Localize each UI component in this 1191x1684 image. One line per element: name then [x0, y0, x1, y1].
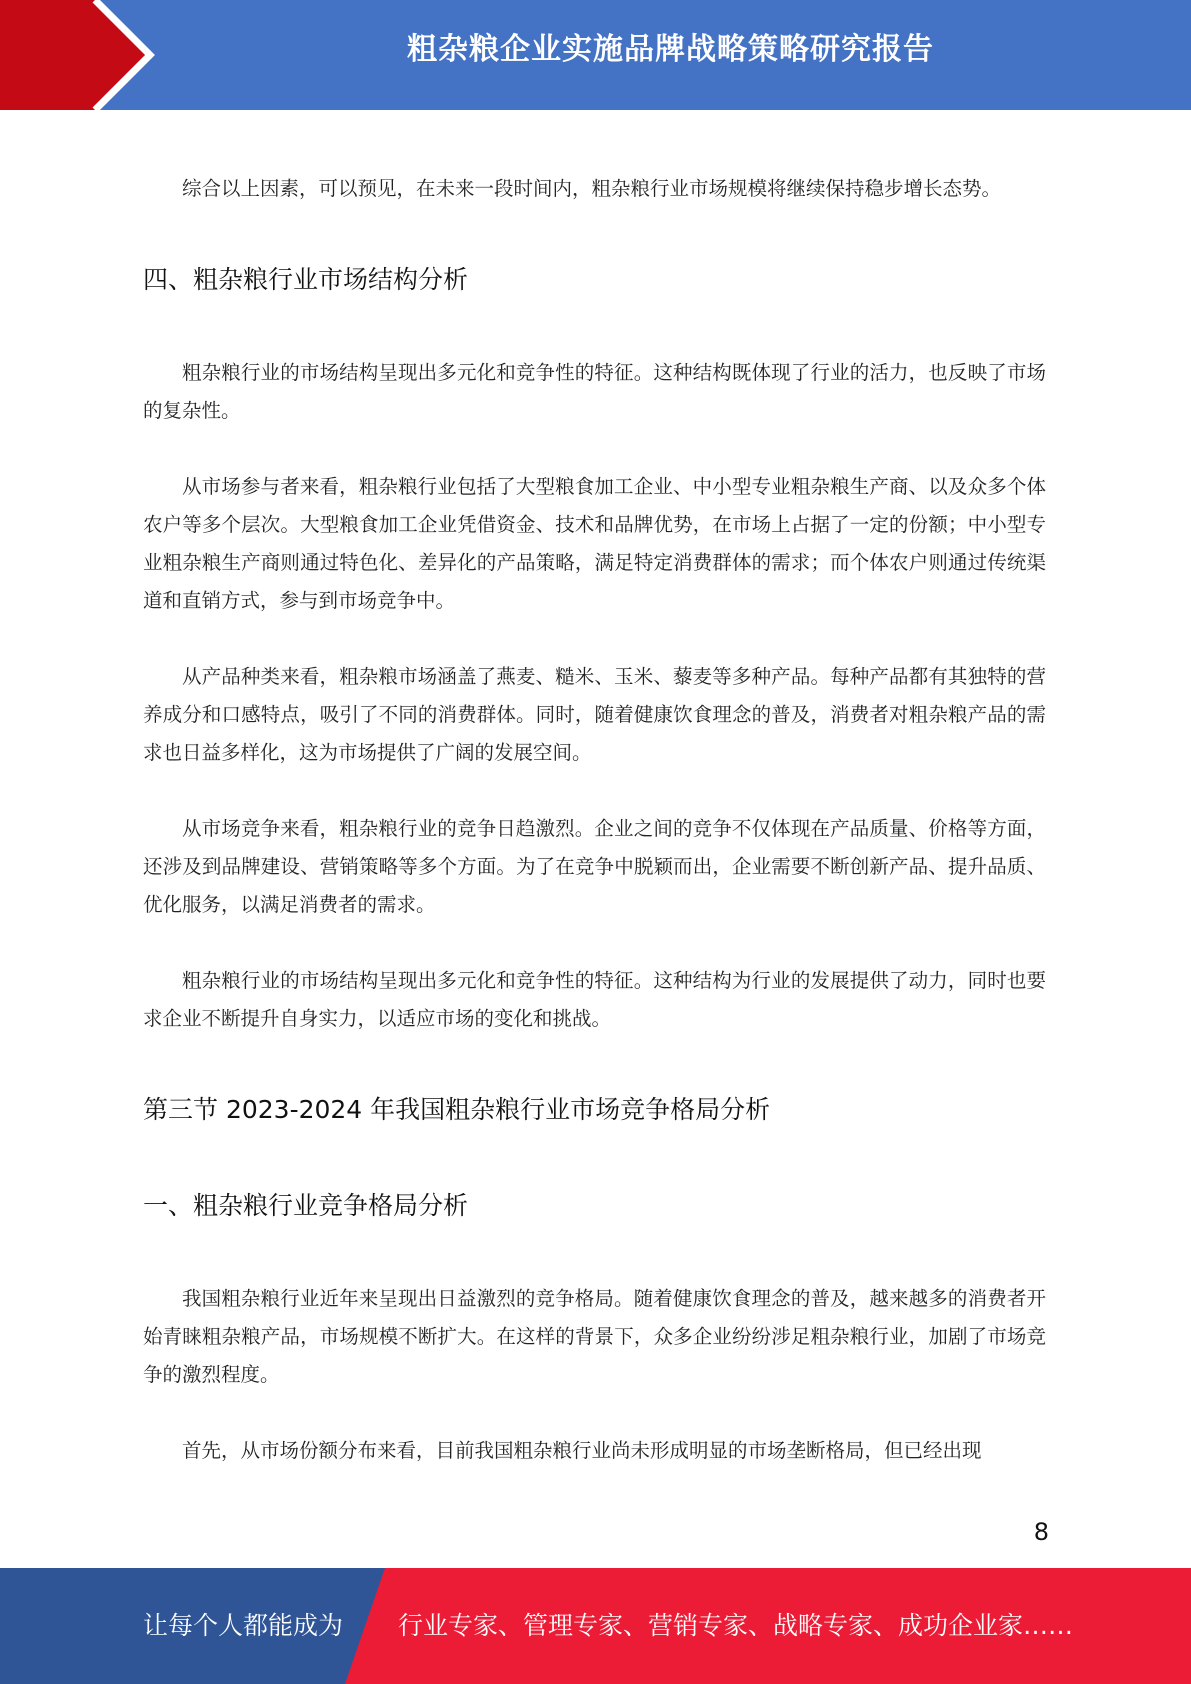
paragraph-participants: 从市场参与者来看，粗杂粮行业包括了大型粮食加工企业、中小型专业粗杂粮生产商、以及众多个体农户等多个层次。大型粮食加工企业凭借资金、技术和品牌优势，在市场上占据了一定的份额；中小型专业粗杂粮生产商则通过特色化、差异化的产品策略，满足特定消费群体的需求；而个体农户则通过传统渠道和直销方式，参与到市场竞争中。 [143, 475, 1046, 612]
paragraph-conclusion: 综合以上因素，可以预见，在未来一段时间内，粗杂粮行业市场规模将继续保持稳步增长态势。 [182, 177, 1002, 200]
paragraph-competition: 从市场竞争来看，粗杂粮行业的竞争日趋激烈。企业之间的竞争不仅体现在产品质量、价格等方面，还涉及到品牌建设、营销策略等多个方面。为了在竞争中脱颖而出，企业需要不断创新产品、提升品质、优化服务，以满足消费者的需求。 [143, 817, 1046, 916]
page-content [143, 170, 1046, 1470]
report-header-banner [0, 0, 1191, 110]
footer-slogan-right: 行业专家、管理专家、营销专家、战略专家、成功企业家…… [398, 1611, 1074, 1640]
section-heading-market-structure: 四、粗杂粮行业市场结构分析 [143, 265, 469, 294]
header-arrow-accent [0, 0, 160, 110]
chapter-heading-section3: 第三节 2023-2024 年我国粗杂粮行业市场竞争格局分析 [143, 1095, 771, 1124]
paragraph-competition-landscape: 我国粗杂粮行业近年来呈现出日益激烈的竞争格局。随着健康饮食理念的普及，越来越多的消费者开始青睐粗杂粮产品，市场规模不断扩大。在这样的背景下，众多企业纷纷涉足粗杂粮行业，加剧了市场竞争的激烈程度。 [143, 1287, 1046, 1386]
paragraph-product-types: 从产品种类来看，粗杂粮市场涵盖了燕麦、糙米、玉米、藜麦等多种产品。每种产品都有其独特的营养成分和口感特点，吸引了不同的消费群体。同时，随着健康饮食理念的普及，消费者对粗杂粮产品的需求也日益多样化，这为市场提供了广阔的发展空间。 [143, 665, 1046, 764]
paragraph-structure-summary: 粗杂粮行业的市场结构呈现出多元化和竞争性的特征。这种结构为行业的发展提供了动力，同时也要求企业不断提升自身实力，以适应市场的变化和挑战。 [143, 969, 1046, 1030]
footer-slogan-left: 让每个人都能成为 [143, 1611, 344, 1640]
footer-banner [0, 1568, 1191, 1684]
paragraph-market-share: 首先，从市场份额分布来看，目前我国粗杂粮行业尚未形成明显的市场垄断格局，但已经出现 [182, 1439, 982, 1462]
section-heading-competition-landscape: 一、粗杂粮行业竞争格局分析 [143, 1191, 469, 1220]
paragraph-structure-intro: 粗杂粮行业的市场结构呈现出多元化和竞争性的特征。这种结构既体现了行业的活力，也反映了市场的复杂性。 [143, 361, 1046, 422]
report-title: 粗杂粮企业实施品牌战略策略研究报告 [407, 32, 934, 67]
page-number: 8 [1033, 1518, 1049, 1546]
